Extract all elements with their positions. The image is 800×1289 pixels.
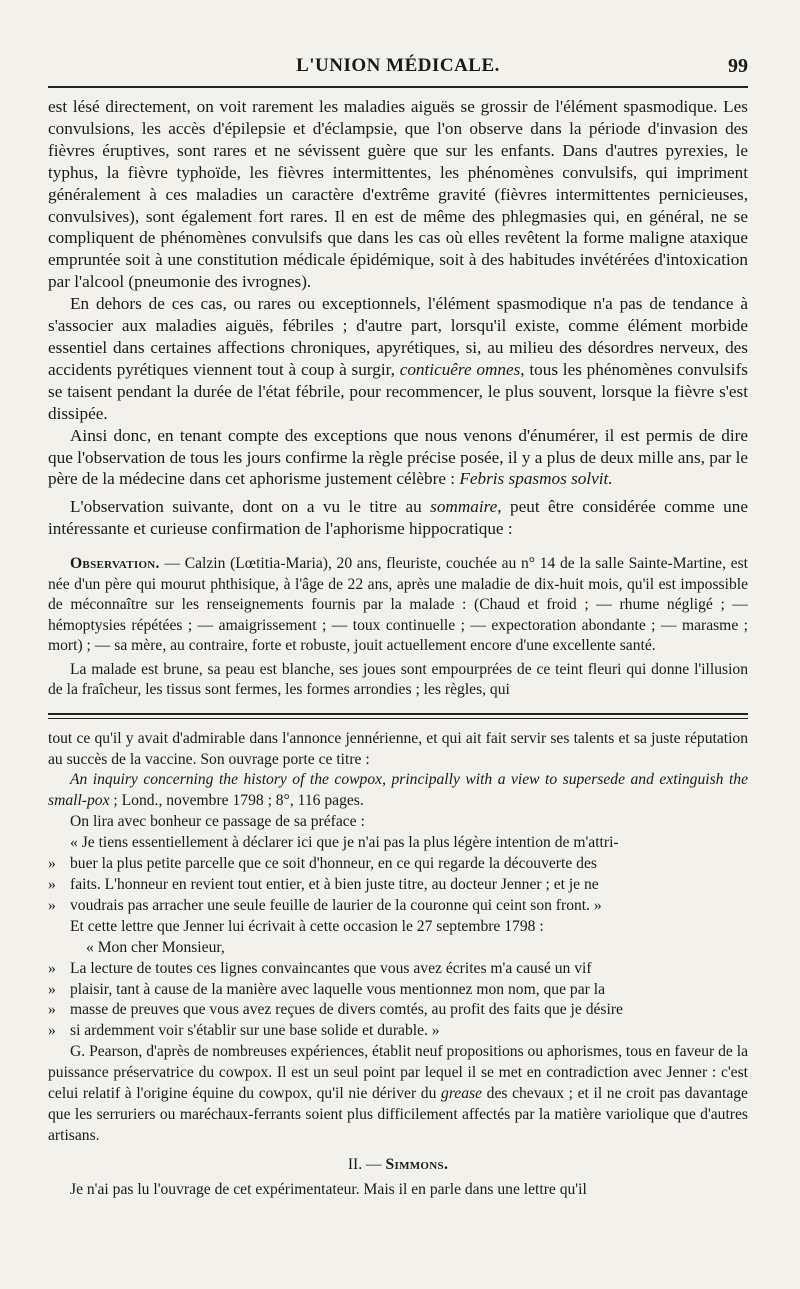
observation-label: Observation.: [70, 555, 160, 573]
jenner-letter: [48, 938, 748, 1043]
observation-paragraph: Observation. — Calzin (Lœtitia-Maria), 20 ans, fleuriste, couchée au n° 14 de la salle Sainte-Martine, est née d'un père qui mourut phthisique, à l'âge de 22 ans, après une maladie de dix-huit mois, qu'il est impossible de méconnaître sur les renseignements fournis par la malade : (Chaud et froid ; — rhume négligé ; — hémoptysies répétées ; — amaigrissement ; — toux continuelle ; — expectoration abondante ; — marasme ; mort) ; — sa mère, au contraire, forte et robuste, jouit actuellement encore d'une excellente santé.: [48, 555, 748, 655]
latin-phrase: conticuêre omnes: [399, 359, 521, 379]
letter-salutation: « Mon cher Monsieur,: [86, 938, 225, 956]
running-title: L'UNION MÉDICALE.: [296, 55, 500, 76]
grease-term: grease: [441, 1085, 483, 1103]
quote-line: » voudrais pas arracher une seule feuille de laurier de la couronne qui ceint son front. »: [48, 896, 602, 914]
quote-line: » plaisir, tant à cause de la manière avec laquelle vous mentionnez mon nom, que par la: [48, 980, 605, 998]
paragraph: On lira avec bonheur ce passage de sa préface :: [70, 813, 365, 831]
paragraph: tout ce qu'il y avait d'admirable dans l'annonce jennérienne, et qui ait fait servir ses talents et sa juste réputation au succès de la vaccine. Son ouvrage porte ce titre :: [48, 729, 748, 768]
observation-section: [48, 554, 748, 701]
book-title: An inquiry concerning the history of the cowpox, principally with a view to supersede and extinguish the small-pox ; Lond., novembre 1798 ; 8°, 116 pages.: [48, 771, 748, 810]
feuilleton: [48, 729, 748, 1201]
paragraph: L'observation suivante, dont on a vu le titre au sommaire, peut être considérée comme une intéressante et curieuse confirmation de l'aphorisme hippocratique :: [48, 497, 748, 539]
page-header: [48, 0, 748, 78]
header-rule: [48, 86, 748, 88]
preface-quote: [48, 833, 748, 917]
paragraph: Je n'ai pas lu l'ouvrage de cet expérimentateur. Mais il en parle dans une lettre qu'il: [70, 1180, 587, 1198]
paragraph: Ainsi donc, en tenant compte des exceptions que nous venons d'énumérer, il est permis de dire que l'observation de tous les jours confirme la règle précise posée, il y a plus de deux mille ans, par le père de la médecine dans cet aphorisme justement célèbre : Febris spasmos solvit.: [48, 425, 748, 489]
aphorism: Febris spasmos solvit.: [459, 469, 613, 489]
paragraph: est lésé directement, on voit rarement les maladies aiguës se grossir de l'élément spasmodique. Les convulsions, les accès d'épilepsie et d'éclampsie, que l'on observe dans la période d'invasion des fièvres éruptives, sont rares et ne sévissent guère que sur les enfants. Dans d'autres pyrexies, le typhus, la fièvre typhoïde, les fièvres intermittentes, les phénomènes convulsifs, qui impriment généralement à ces maladies un caractère d'extrême gravité (fièvres intermittentes pernicieuses, convulsives), sont également fort rares. Il en est de même des phlegmasies qui, en général, ne se compliquent de phénomènes convulsifs que dans les cas où elles revêtent la forme maligne ataxique empruntée soit à une constitution médicale épidémique, soit à des habitudes invétérées d'intoxication par l'alcool (pneumonie des ivrognes).: [48, 97, 748, 292]
quote-line: » masse de preuves que vous avez reçues de divers comtés, au profit des faits que je désire: [48, 1001, 623, 1019]
quote-line: » buer la plus petite parcelle que ce soit d'honneur, en ce qui regarde la découverte des: [48, 855, 597, 873]
quote-line: » faits. L'honneur en revient tout entier, et à bien juste titre, au docteur Jenner ; et je ne: [48, 875, 599, 893]
page-number: 99: [728, 55, 748, 77]
quote-line: » si ardemment voir s'établir sur une base solide et durable. »: [48, 1022, 440, 1040]
main-article: [48, 96, 748, 540]
section-heading: II. — Simmons.: [347, 1155, 449, 1173]
paragraph: Et cette lettre que Jenner lui écrivait à cette occasion le 27 septembre 1798 :: [70, 917, 544, 935]
quote-line: » La lecture de toutes ces lignes convaincantes que vous avez écrites m'a causé un vif: [48, 959, 592, 977]
quote-line: « Je tiens essentiellement à déclarer ici que je n'ai pas la plus légère intention de m'attri-: [70, 834, 619, 852]
paragraph: En dehors de ces cas, ou rares ou exceptionnels, l'élément spasmodique n'a pas de tendance à s'associer aux maladies aiguës, fébriles ; d'autre part, lorsqu'il existe, comme élément morbide essentiel dans certaines affections chroniques, apyrétiques, si, au milieu des désordres nerveux, des accidents pyrétiques viennent tout à coup à surgir, conticuêre omnes, tous les phénomènes convulsifs se taisent pendant la durée de l'état fébrile, pour recommencer, le plus souvent, lorsque la fièvre s'est dissipée.: [48, 294, 748, 423]
paragraph: G. Pearson, d'après de nombreuses expériences, établit neuf propositions ou aphorismes, tous en faveur de la puissance préservatrice du cowpox. Il est un seul point par lequel il se met en contradiction avec Jenner : c'est celui relatif à l'origine équine du cowpox, qu'il nie dériver du grease des chevaux ; et il ne croit pas davantage que les serruriers ou maréchaux-ferrants soient plus difficilement affectés par la matière variolique que d'autres artisans.: [48, 1043, 748, 1144]
sommaire-ref: sommaire: [430, 497, 498, 517]
observation-paragraph: La malade est brune, sa peau est blanche, ses joues sont empourprées de ce teint fleuri qui donne l'illusion de la fraîcheur, les tissus sont fermes, les formes arrondies ; les règles, qui: [48, 660, 748, 699]
feuilleton-divider: [48, 713, 748, 719]
